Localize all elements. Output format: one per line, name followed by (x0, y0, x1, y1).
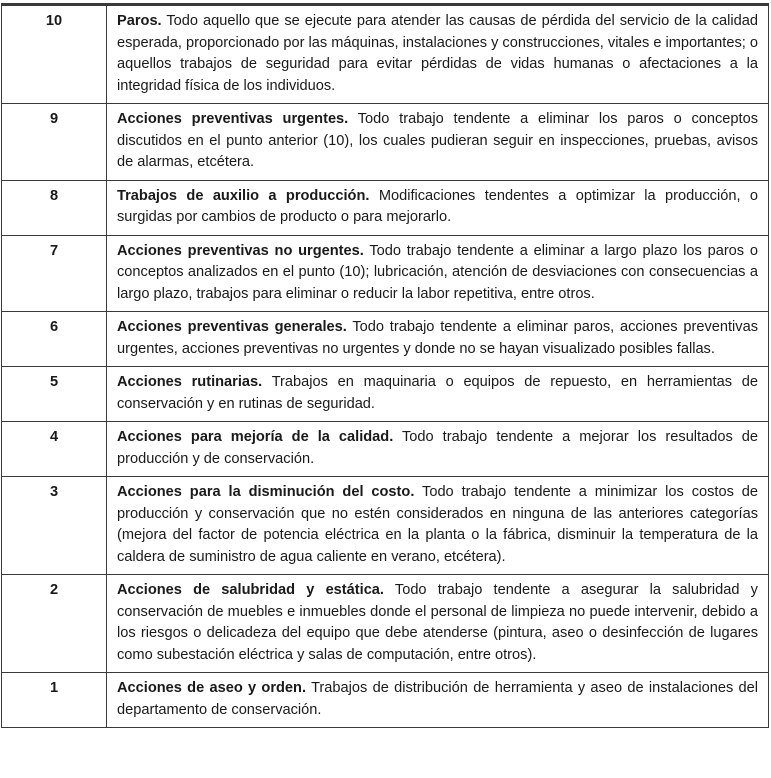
priority-description (107, 673, 769, 728)
priority-title: Acciones de salubridad y estática. (117, 582, 384, 598)
priority-text: Todo trabajo tendente a mejorar los resultados de producción y de conservación. (117, 429, 758, 467)
priority-description (107, 575, 769, 673)
priority-title: Acciones de aseo y orden. (117, 680, 307, 696)
priority-number: 8 (2, 180, 107, 235)
table-row (2, 235, 769, 312)
table-row (2, 104, 769, 181)
priority-description (107, 235, 769, 312)
priority-description (107, 312, 769, 367)
priority-title: Trabajos de auxilio a producción. (117, 187, 370, 204)
priority-number: 6 (2, 312, 107, 367)
priority-title: Acciones preventivas generales. (117, 319, 347, 335)
priority-description (107, 477, 769, 575)
priority-text: Todo trabajo tendente a asegurar la salubridad y conservación de muebles e inmuebles donde el personal de limpieza no puede intervenir, debido a los riesgos o delicadeza del equipo que debe atenderse (pintura, aseo o desinfección de lugares como subestación eléctrica y salas de computación, entre otros). (117, 582, 758, 663)
priority-title: Acciones preventivas no urgentes. (117, 242, 364, 259)
priority-text: Todo trabajo tendente a eliminar paros, acciones preventivas urgentes, acciones preventivas no urgentes y donde no se hayan visualizado posibles fallas. (117, 319, 758, 357)
priority-title: Acciones para mejoría de la calidad. (117, 429, 394, 445)
table-row (2, 180, 769, 235)
priority-description (107, 422, 769, 477)
priority-description (107, 367, 769, 422)
priority-number: 10 (2, 5, 107, 104)
priority-title: Acciones preventivas urgentes. (117, 111, 349, 127)
priority-table (1, 3, 769, 728)
table-row (2, 5, 769, 104)
table-row (2, 477, 769, 575)
table-row (2, 575, 769, 673)
priority-number: 7 (2, 235, 107, 312)
priority-number: 3 (2, 477, 107, 575)
priority-title: Acciones rutinarias. (117, 374, 263, 390)
priority-text: Todo trabajo tendente a eliminar los paros o conceptos discutidos en el punto anterior (10), los cuales pudieran seguir en inspecciones, pruebas, avisos de alarmas, etcétera. (117, 111, 758, 170)
priority-title: Acciones para la disminución del costo. (117, 484, 415, 500)
table-row (2, 673, 769, 728)
priority-text: Todo trabajo tendente a minimizar los costos de producción y conservación que no estén considerados en ninguna de las anteriores categorías (mejora del factor de potencia eléctrica en la planta o la fábrica, disminuir la temperatura de la caldera de suministro de agua caliente en verano, etcétera). (117, 484, 758, 565)
priority-number: 5 (2, 367, 107, 422)
priority-number: 9 (2, 104, 107, 181)
priority-title: Paros. (117, 13, 162, 29)
priority-description (107, 5, 769, 104)
table-row (2, 367, 769, 422)
priority-number: 4 (2, 422, 107, 477)
priority-number: 1 (2, 673, 107, 728)
priority-number: 2 (2, 575, 107, 673)
priority-text: Trabajos en maquinaria o equipos de repuesto, en herramientas de conservación y en rutinas de seguridad. (117, 374, 758, 412)
priority-text: Modificaciones tendentes a optimizar la producción, o surgidas por cambios de producto o para mejorarlo. (117, 187, 758, 225)
priority-description (107, 104, 769, 181)
priority-text: Todo trabajo tendente a eliminar a largo plazo los paros o conceptos analizados en el punto (10); lubricación, atención de desviaciones con consecuencias a largo plazo, trabajos para eliminar o reducir la labor repetitiva, entre otros. (117, 242, 758, 302)
priority-text: Trabajos de distribución de herramienta y aseo de instalaciones del departamento de conservación. (117, 680, 759, 718)
table-row (2, 422, 769, 477)
table-row (2, 312, 769, 367)
priority-text: Todo aquello que se ejecute para atender las causas de pérdida del servicio de la calidad esperada, proporcionado por las máquinas, instalaciones y construcciones, vitales e importantes; o aquellos trabajos de seguridad para evitar pérdidas de vidas humanas o afectaciones a la integridad física de los individuos. (117, 13, 758, 94)
priority-description (107, 180, 769, 235)
